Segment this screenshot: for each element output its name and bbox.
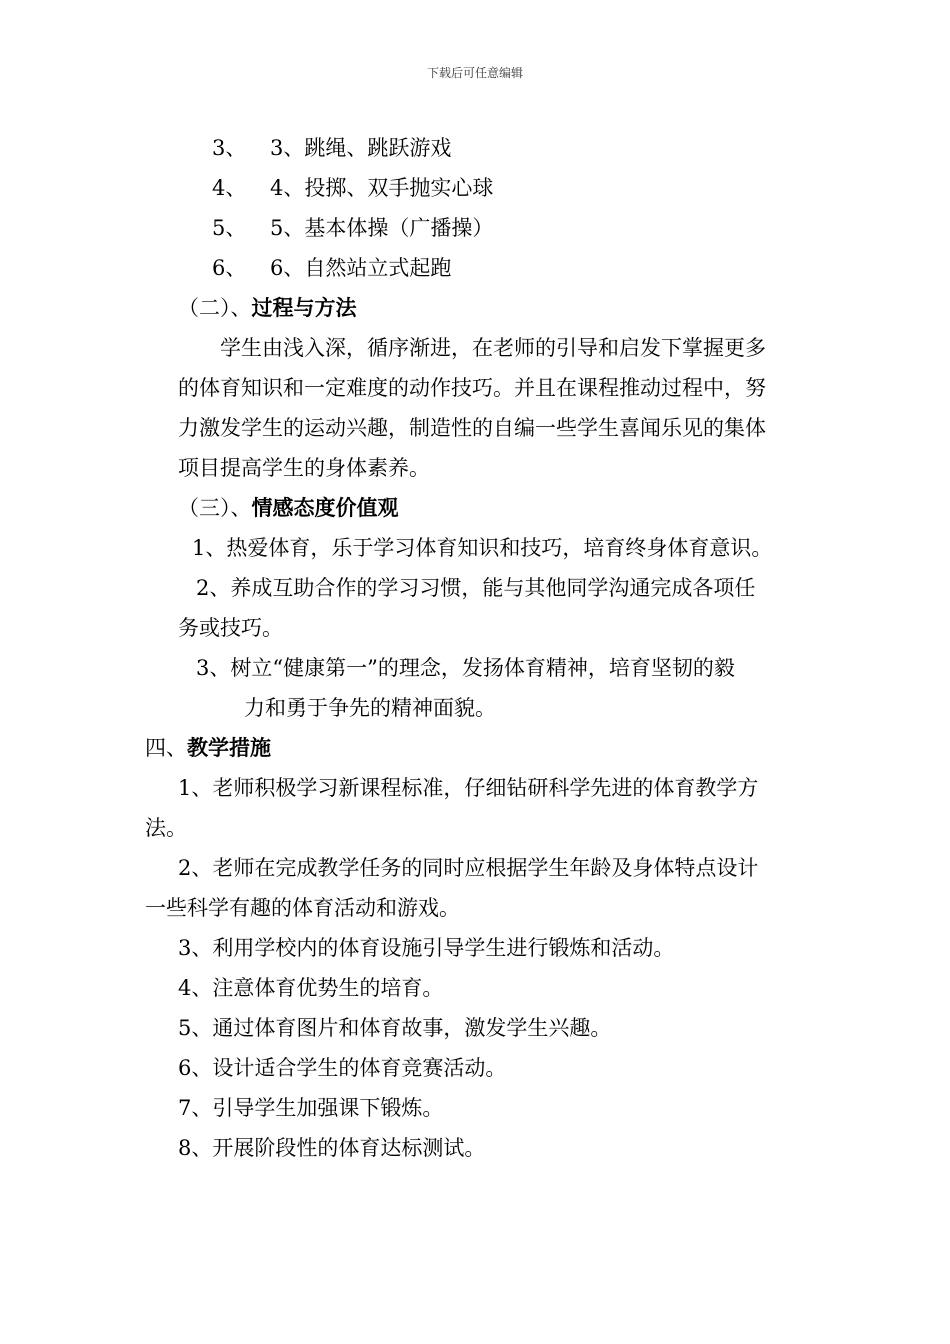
paragraph-line: 4、注意体育优势生的培育。 bbox=[178, 976, 444, 1000]
list-item-text: 3、跳绳、跳跃游戏 bbox=[270, 136, 452, 160]
paragraph-line: 2、老师在完成教学任务的同时应根据学生年龄及身体特点设计 bbox=[178, 856, 759, 880]
section-heading-title: 情感态度价值观 bbox=[251, 496, 399, 520]
section-heading-prefix: （二）、 bbox=[178, 296, 252, 320]
section-heading bbox=[178, 294, 357, 322]
list-item bbox=[212, 174, 493, 202]
section-heading-prefix: （三）、 bbox=[178, 496, 252, 520]
paragraph-line: 8、开展阶段性的体育达标测试。 bbox=[178, 1136, 486, 1160]
paragraph-line: 7、引导学生加强课下锻炼。 bbox=[178, 1096, 444, 1120]
section-heading bbox=[178, 494, 399, 522]
paragraph-line: 1、老师积极学习新课程标准，仔细钻研科学先进的体育教学方 bbox=[178, 776, 759, 800]
paragraph-line: 2、养成互助合作的学习习惯，能与其他同学沟通完成各项任 bbox=[196, 576, 756, 600]
list-item-text: 5、基本体操（广播操） bbox=[270, 216, 494, 240]
list-item-text: 6、自然站立式起跑 bbox=[270, 256, 452, 280]
section-heading-prefix: 四、 bbox=[145, 736, 187, 760]
paragraph-line: 项目提高学生的身体素养。 bbox=[178, 456, 430, 480]
section-heading-title: 教学措施 bbox=[187, 736, 271, 760]
list-item bbox=[212, 214, 493, 242]
section-heading-title: 过程与方法 bbox=[251, 296, 357, 320]
page-header: 下载后可任意编辑 bbox=[426, 66, 523, 80]
paragraph-line: 一些科学有趣的体育活动和游戏。 bbox=[145, 896, 460, 920]
list-item-number: 3、 bbox=[212, 136, 247, 160]
list-item-number: 5、 bbox=[212, 216, 247, 240]
list-item-text: 4、投掷、双手抛实心球 bbox=[270, 176, 494, 200]
paragraph-line: 1、热爱体育，乐于学习体育知识和技巧，培育终身体育意识。 bbox=[192, 536, 773, 560]
list-item bbox=[212, 134, 451, 162]
list-item bbox=[212, 254, 451, 282]
list-item-number: 4、 bbox=[212, 176, 247, 200]
paragraph-line: 学生由浅入深，循序渐进，在老师的引导和启发下掌握更多 bbox=[220, 336, 766, 360]
paragraph-line: 力激发学生的运动兴趣，制造性的自编一些学生喜闻乐见的集体 bbox=[178, 416, 766, 440]
paragraph-line: 务或技巧。 bbox=[178, 616, 283, 640]
paragraph-line: 6、设计适合学生的体育竞赛活动。 bbox=[178, 1056, 507, 1080]
paragraph-line: 法。 bbox=[145, 816, 187, 840]
section-heading bbox=[145, 734, 271, 762]
paragraph-line: 的体育知识和一定难度的动作技巧。并且在课程推动过程中，努 bbox=[178, 376, 766, 400]
paragraph-line: 3、利用学校内的体育设施引导学生进行锻炼和活动。 bbox=[178, 936, 675, 960]
list-item-number: 6、 bbox=[212, 256, 247, 280]
paragraph-line: 3、树立“健康第一”的理念，发扬体育精神，培育坚韧的毅 bbox=[196, 656, 735, 680]
paragraph-line: 5、通过体育图片和体育故事，激发学生兴趣。 bbox=[178, 1016, 612, 1040]
paragraph-line: 力和勇于争先的精神面貌。 bbox=[244, 696, 496, 720]
